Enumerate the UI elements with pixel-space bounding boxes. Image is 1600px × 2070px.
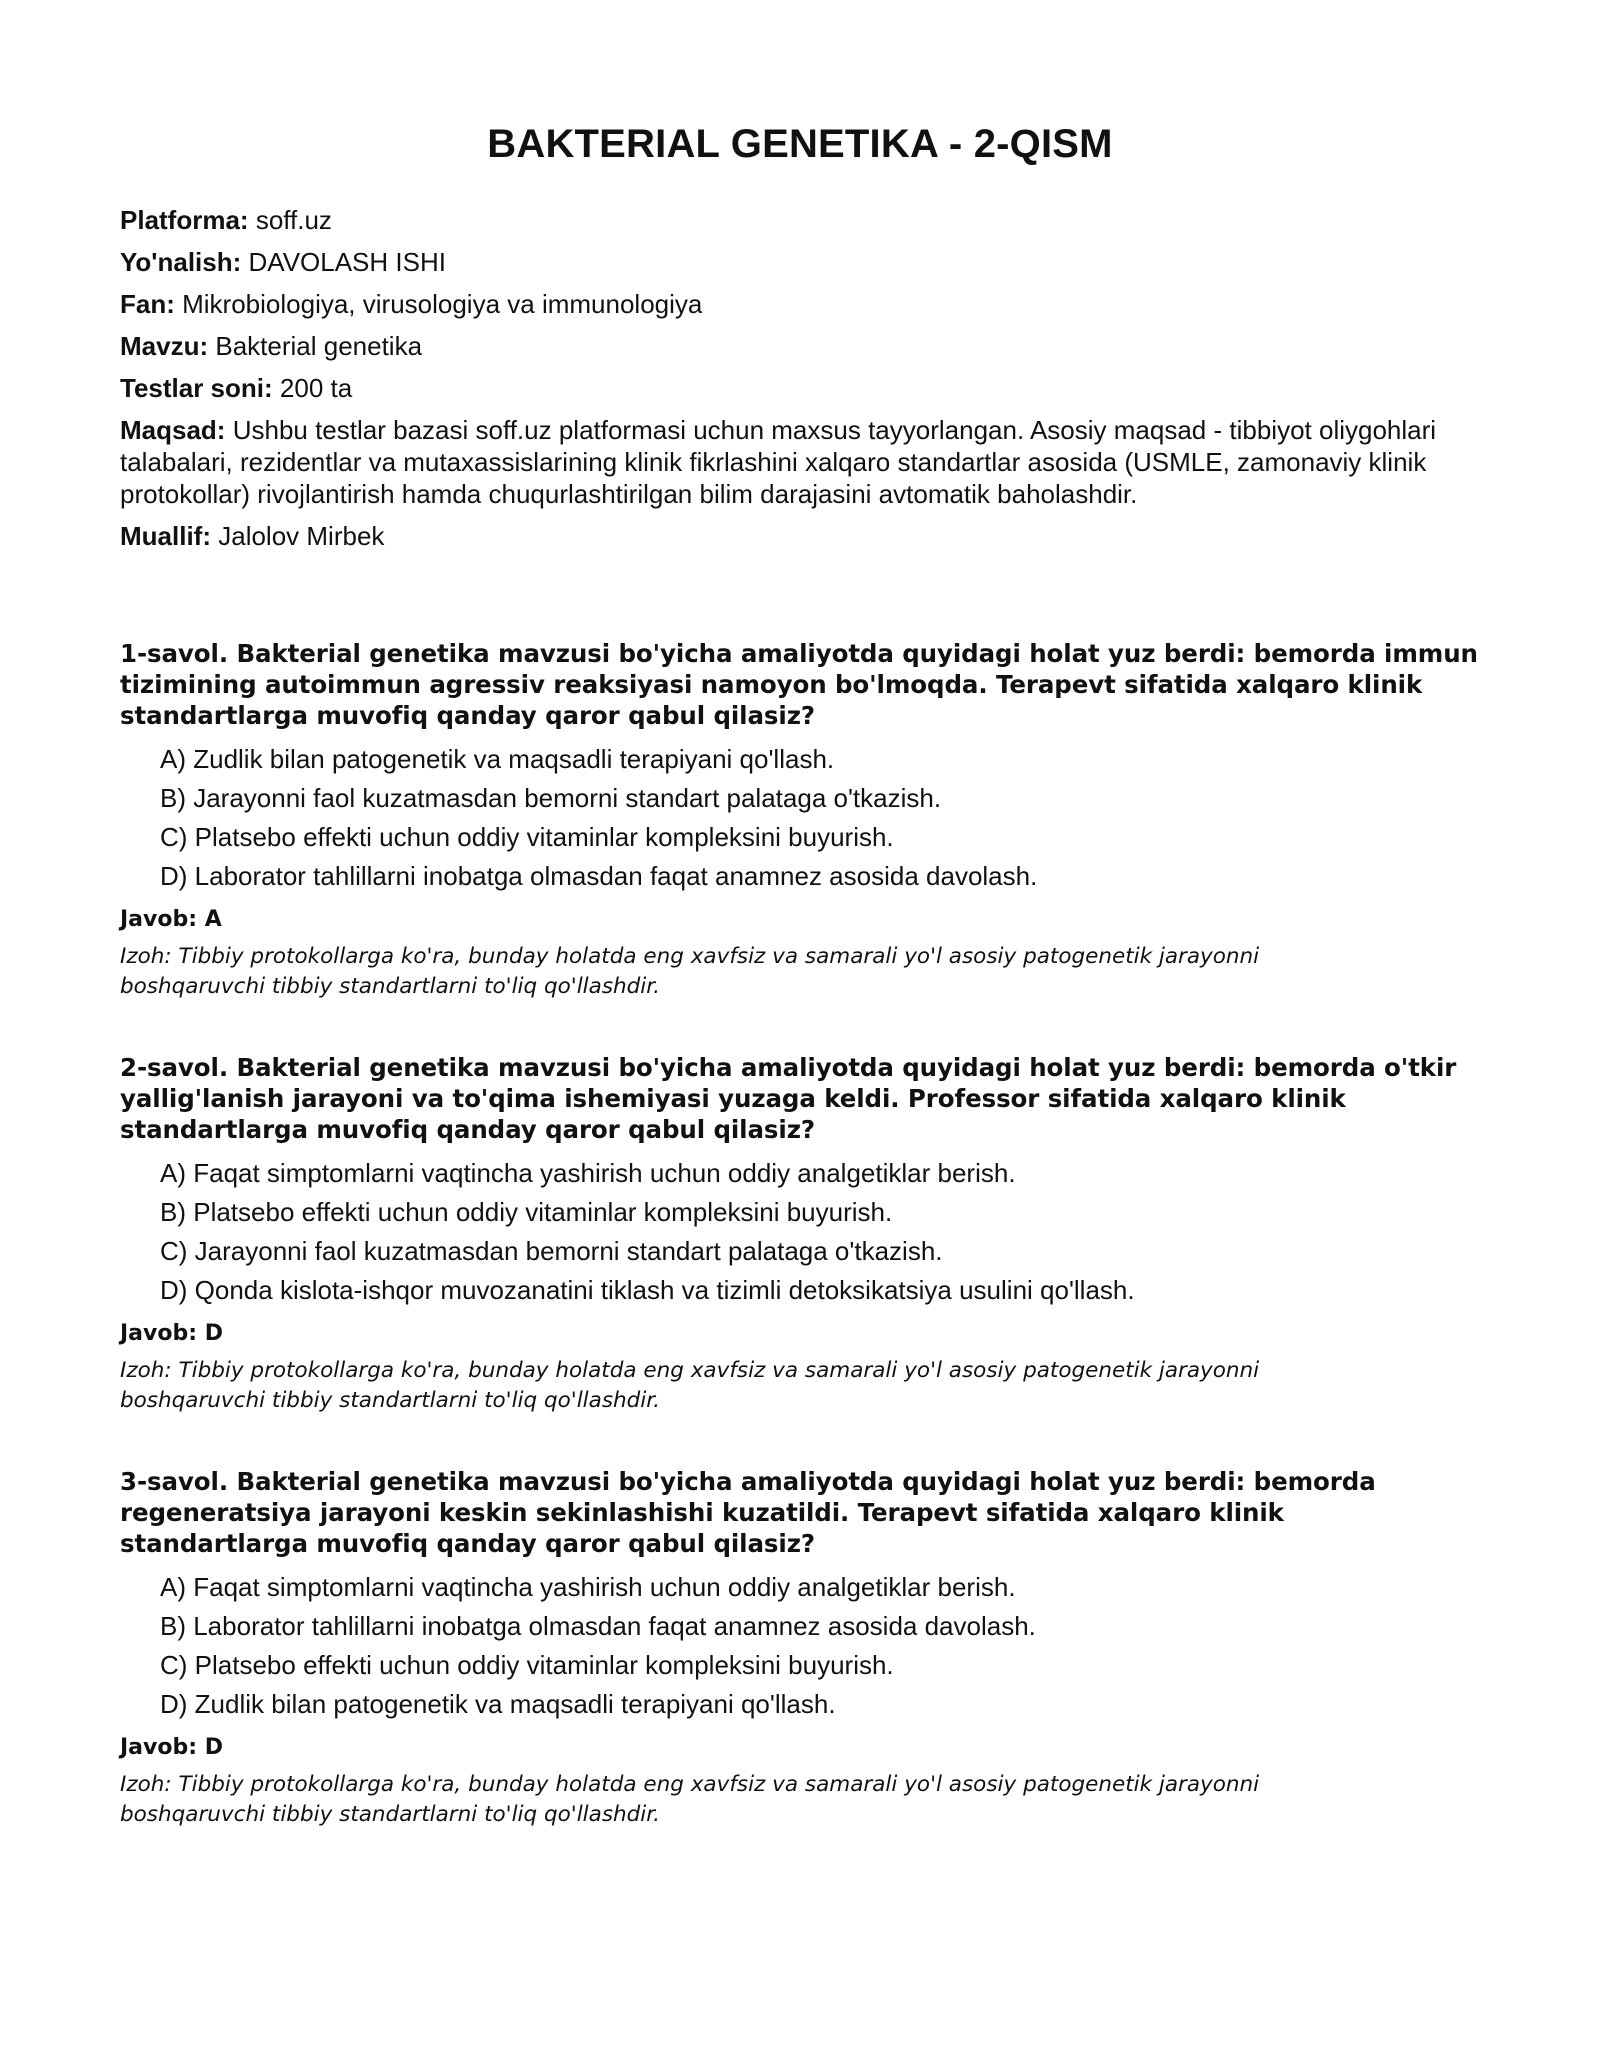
question-1	[120, 638, 1480, 1002]
option-b: B) Laborator tahlillarni inobatga olmasdan faqat anamnez asosida davolash.	[160, 1611, 1036, 1641]
answer-options	[120, 1157, 1480, 1306]
answer-options	[120, 1571, 1480, 1720]
meta-value: Jalolov Mirbek	[218, 521, 385, 551]
option-c: C) Platsebo effekti uchun oddiy vitaminlar kompleksini buyurish.	[160, 822, 894, 852]
option-a: A) Faqat simptomlarni vaqtincha yashirish uchun oddiy analgetiklar berish.	[160, 1158, 1016, 1188]
option-d: D) Laborator tahlillarni inobatga olmasdan faqat anamnez asosida davolash.	[160, 861, 1038, 891]
question-text: 3-savol. Bakterial genetika mavzusi bo'yicha amaliyotda quyidagi holat yuz berdi: bemorda regeneratsiya jarayoni keskin sekinlashishi kuzatildi. Terapevt sifatida xalqaro klinik standartlarga muvofiq qanday qaror qabul qilasiz?	[120, 1467, 1376, 1558]
answer-key: Javob: A	[120, 907, 222, 932]
answer-options	[120, 743, 1480, 892]
explanation: Izoh: Tibbiy protokollarga ko'ra, bunday holatda eng xavfsiz va samarali yo'l asosiy patogenetik jarayonni boshqaruvchi tibbiy standartlarni to'liq qo'llashdir.	[120, 1358, 1260, 1413]
option-a: A) Faqat simptomlarni vaqtincha yashirish uchun oddiy analgetiklar berish.	[160, 1572, 1016, 1602]
option-c: C) Jarayonni faol kuzatmasdan bemorni standart palataga o'tkazish.	[160, 1236, 943, 1266]
explanation: Izoh: Tibbiy protokollarga ko'ra, bunday holatda eng xavfsiz va samarali yo'l asosiy patogenetik jarayonni boshqaruvchi tibbiy standartlarni to'liq qo'llashdir.	[120, 1772, 1260, 1827]
meta-label: Muallif:	[120, 521, 211, 551]
meta-label: Yo'nalish:	[120, 247, 242, 277]
meta-value: Bakterial genetika	[215, 331, 423, 361]
option-c: C) Platsebo effekti uchun oddiy vitaminlar kompleksini buyurish.	[160, 1650, 894, 1680]
meta-label: Platforma:	[120, 205, 249, 235]
question-list	[120, 638, 1480, 1830]
meta-value: 200 ta	[279, 373, 353, 403]
meta-value: soff.uz	[255, 205, 332, 235]
meta-value: Mikrobiologiya, virusologiya va immunologiya	[182, 289, 703, 319]
question-text: 2-savol. Bakterial genetika mavzusi bo'yicha amaliyotda quyidagi holat yuz berdi: bemorda o'tkir yallig'lanish jarayoni va to'qima ishemiyasi yuzaga keldi. Professor sifatida xalqaro klinik standartlarga muvofiq qanday qaror qabul qilasiz?	[120, 1053, 1457, 1144]
meta-value: DAVOLASH ISHI	[248, 247, 446, 277]
meta-author	[120, 520, 1480, 552]
meta-goal	[120, 414, 1470, 510]
document-meta	[120, 204, 1480, 552]
meta-label: Mavzu:	[120, 331, 209, 361]
option-a: A) Zudlik bilan patogenetik va maqsadli terapiyani qo'llash.	[160, 744, 835, 774]
option-b: B) Platsebo effekti uchun oddiy vitaminlar kompleksini buyurish.	[160, 1197, 893, 1227]
question-text: 1-savol. Bakterial genetika mavzusi bo'yicha amaliyotda quyidagi holat yuz berdi: bemorda immun tizimining autoimmun agressiv reaksiyasi namoyon bo'lmoqda. Terapevt sifatida xalqaro klinik standartlarga muvofiq qanday qaror qabul qilasiz?	[120, 639, 1478, 730]
meta-label: Maqsad:	[120, 415, 226, 445]
answer-key: Javob: D	[120, 1735, 223, 1760]
meta-label: Testlar soni:	[120, 373, 273, 403]
option-d: D) Qonda kislota-ishqor muvozanatini tiklash va tizimli detoksikatsiya usulini qo'llash.	[160, 1275, 1135, 1305]
meta-value: Ushbu testlar bazasi soff.uz platformasi uchun maxsus tayyorlangan. Asosiy maqsad - tibbiyot oliygohlari talabalari, rezidentlar va mutaxassislarining klinik fikrlashini xalqaro standartlar asosida (USMLE, zamonaviy klinik protokollar) rivojlantirish hamda chuqurlashtirilgan bilim darajasini avtomatik baholashdir.	[120, 415, 1437, 509]
question-3	[120, 1466, 1480, 1830]
option-b: B) Jarayonni faol kuzatmasdan bemorni standart palataga o'tkazish.	[160, 783, 942, 813]
answer-key: Javob: D	[120, 1321, 223, 1346]
meta-subject	[120, 288, 1480, 320]
meta-label: Fan:	[120, 289, 175, 319]
option-d: D) Zudlik bilan patogenetik va maqsadli terapiyani qo'llash.	[160, 1689, 836, 1719]
explanation: Izoh: Tibbiy protokollarga ko'ra, bunday holatda eng xavfsiz va samarali yo'l asosiy patogenetik jarayonni boshqaruvchi tibbiy standartlarni to'liq qo'llashdir.	[120, 944, 1260, 999]
meta-direction	[120, 246, 1480, 278]
document-title: BAKTERIAL GENETIKA - 2-QISM	[487, 122, 1113, 166]
meta-topic	[120, 330, 1480, 362]
question-2	[120, 1052, 1480, 1416]
meta-test-count	[120, 372, 1480, 404]
meta-platform	[120, 204, 1480, 236]
